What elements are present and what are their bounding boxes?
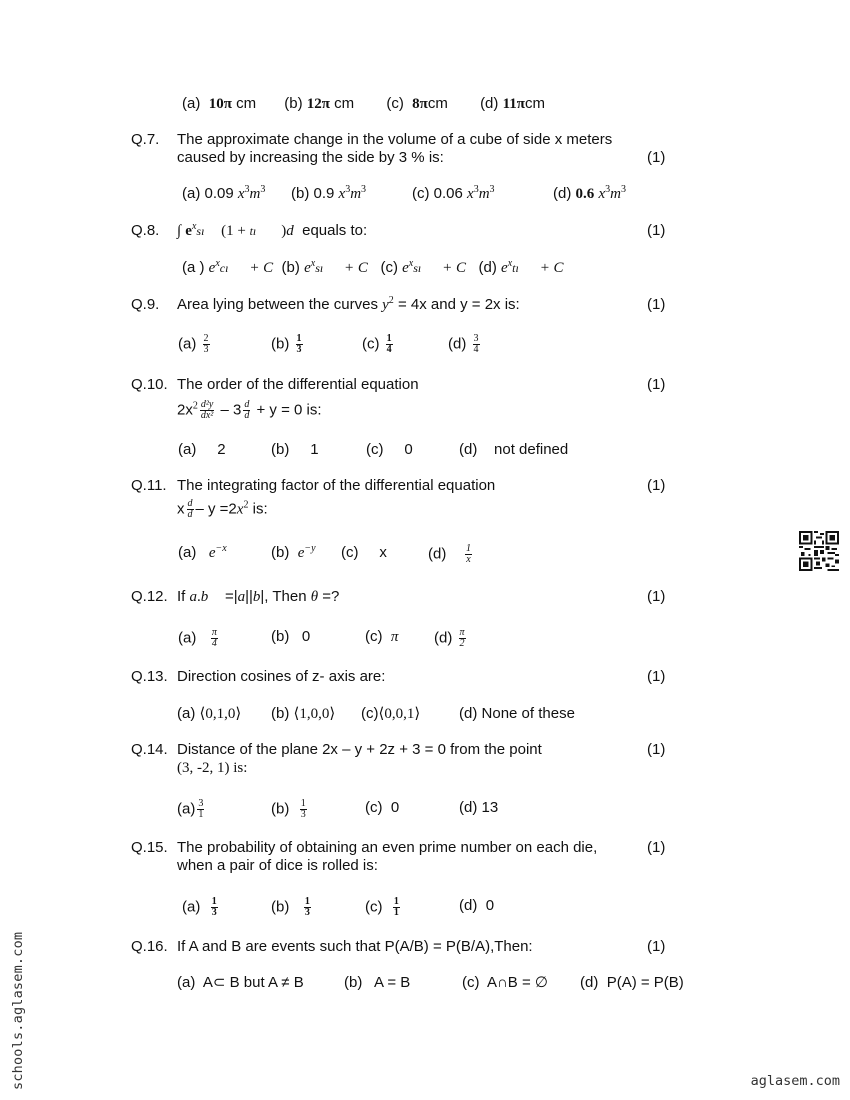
q12-option-b: (b) 0	[271, 628, 311, 645]
q12-option-d: (d) $\frac{\pi}{2}$	[434, 627, 465, 649]
q10-option-a: (a) 2	[178, 441, 226, 458]
q8-options: (a ) $e^xcı$ + C (b) $e^xsı$ + C (c) $e^xsı$ + C (d) $e^xtı$ + C	[182, 258, 564, 276]
q10-option-d: (d) not defined	[459, 441, 569, 458]
question-text: Area lying between the curves $y^2 = 4x$ and y = 2x is:	[177, 295, 520, 313]
q7-option-a: (a) 0.09 $x^3m^3$	[182, 184, 266, 202]
q9-option-b: (b) $\frac{1}{3}$	[271, 333, 302, 355]
q6-options: (a) 10π cm (b) 12π cm (c) 8πcm (d) 11πcm	[182, 95, 545, 112]
question-number: Q.15.	[131, 839, 168, 856]
question-text: when a pair of dice is rolled is:	[177, 857, 378, 874]
question-marks: (1)	[647, 222, 666, 239]
question-marks: (1)	[647, 376, 666, 393]
q13-option-b: (b) ⟨1,0,0⟩	[271, 705, 336, 722]
question-text: The approximate change in the volume of a cube of side x meters	[177, 131, 613, 148]
question-text: If A and B are events such that P(A/B) = P(B/A),Then:	[177, 938, 533, 955]
question-number: Q.16.	[131, 938, 168, 955]
q7-option-c: (c) 0.06 $x^3m^3$	[412, 184, 495, 202]
question-marks: (1)	[647, 668, 666, 685]
question-number: Q.10.	[131, 376, 168, 393]
question-marks: (1)	[647, 588, 666, 605]
q11-option-d: (d) $\frac{1}{x}$	[428, 543, 472, 565]
q14-option-c: (c) 0	[365, 799, 400, 816]
question-text: ∫ $e^xsı$ (1 + tı )d equals to:	[177, 221, 368, 239]
q16-option-b: (b) A = B	[344, 974, 411, 991]
question-text: Distance of the plane 2x – y + 2z + 3 = 0 from the point	[177, 741, 542, 758]
question-marks: (1)	[647, 741, 666, 758]
q10-equation: $2x^2$ $\frac{\text{d²y}}{\text{dx²}}$ – 3 $\frac{d}{d}$ + y = 0 is:	[177, 399, 322, 421]
q14-option-d: (d) 13	[459, 799, 499, 816]
question-number: Q.14.	[131, 741, 168, 758]
q13-option-d: (d) None of these	[459, 705, 575, 722]
q7-option-b: (b) 0.9 $x^3m^3$	[291, 184, 367, 202]
q11-equation: x $\frac{d}{d}$ – $y =2x^2$ is:	[177, 498, 268, 520]
question-marks: (1)	[647, 938, 666, 955]
question-text: The probability of obtaining an even prime number on each die,	[177, 839, 598, 856]
q12-option-a: (a) $\frac{\pi}{4}$	[178, 627, 217, 649]
question-number: Q.12.	[131, 588, 168, 605]
question-number: Q.8.	[131, 222, 160, 239]
footer-watermark: aglasem.com	[750, 1073, 840, 1089]
q15-option-c: (c) $\frac{1}{1}$	[365, 896, 399, 918]
q11-option-b: (b) $e^{-y}$	[271, 543, 316, 561]
qr-code-icon	[799, 531, 839, 571]
question-marks: (1)	[647, 296, 666, 313]
question-number: Q.9.	[131, 296, 160, 313]
q15-option-a: (a) $\frac{1}{3}$	[182, 896, 217, 918]
q9-option-c: (c) $\frac{1}{4}$	[362, 333, 392, 355]
question-text: If a.b =|a||b|, Then θ =?	[177, 588, 340, 605]
question-number: Q.13.	[131, 668, 168, 685]
question-text: The order of the differential equation	[177, 376, 419, 393]
q10-option-c: (c) 0	[366, 441, 413, 458]
question-text: (3, -2, 1) is:	[177, 760, 248, 776]
q9-option-a: (a) $\frac{2}{3}$	[178, 333, 209, 355]
q16-option-c: (c) A∩B = ∅	[462, 974, 548, 991]
q12-option-c: (c) π	[365, 628, 399, 645]
side-watermark: schools.aglasem.com	[10, 931, 26, 1090]
q16-option-a: (a) A⊂ B but A ≠ B	[177, 974, 304, 991]
q15-option-d: (d) 0	[459, 897, 495, 914]
q10-option-b: (b) 1	[271, 441, 319, 458]
question-marks: (1)	[647, 149, 666, 166]
q16-option-d: (d) P(A) = P(B)	[580, 974, 684, 991]
q11-option-a: (a) $e^{-x}$	[178, 543, 227, 561]
question-marks: (1)	[647, 477, 666, 494]
q14-option-b: (b) $\frac{1}{3}$	[271, 798, 306, 820]
question-text: The integrating factor of the differential equation	[177, 477, 496, 494]
q14-option-a: (a) $\frac{3}{1}$	[177, 798, 204, 820]
question-marks: (1)	[647, 839, 666, 856]
q13-option-c: (c)⟨0,0,1⟩	[361, 705, 421, 722]
question-number: Q.11.	[131, 477, 167, 494]
q7-option-d: (d) 0.6 $x^3m^3$	[553, 184, 626, 202]
q11-option-c: (c) x	[341, 544, 387, 561]
q13-option-a: (a) ⟨0,1,0⟩	[177, 705, 242, 722]
q15-option-b: (b) $\frac{1}{3}$	[271, 896, 310, 918]
question-text: caused by increasing the side by 3 % is:	[177, 149, 444, 166]
question-text: Direction cosines of z- axis are:	[177, 668, 386, 685]
q9-option-d: (d) $\frac{3}{4}$	[448, 333, 479, 355]
question-number: Q.7.	[131, 131, 160, 148]
